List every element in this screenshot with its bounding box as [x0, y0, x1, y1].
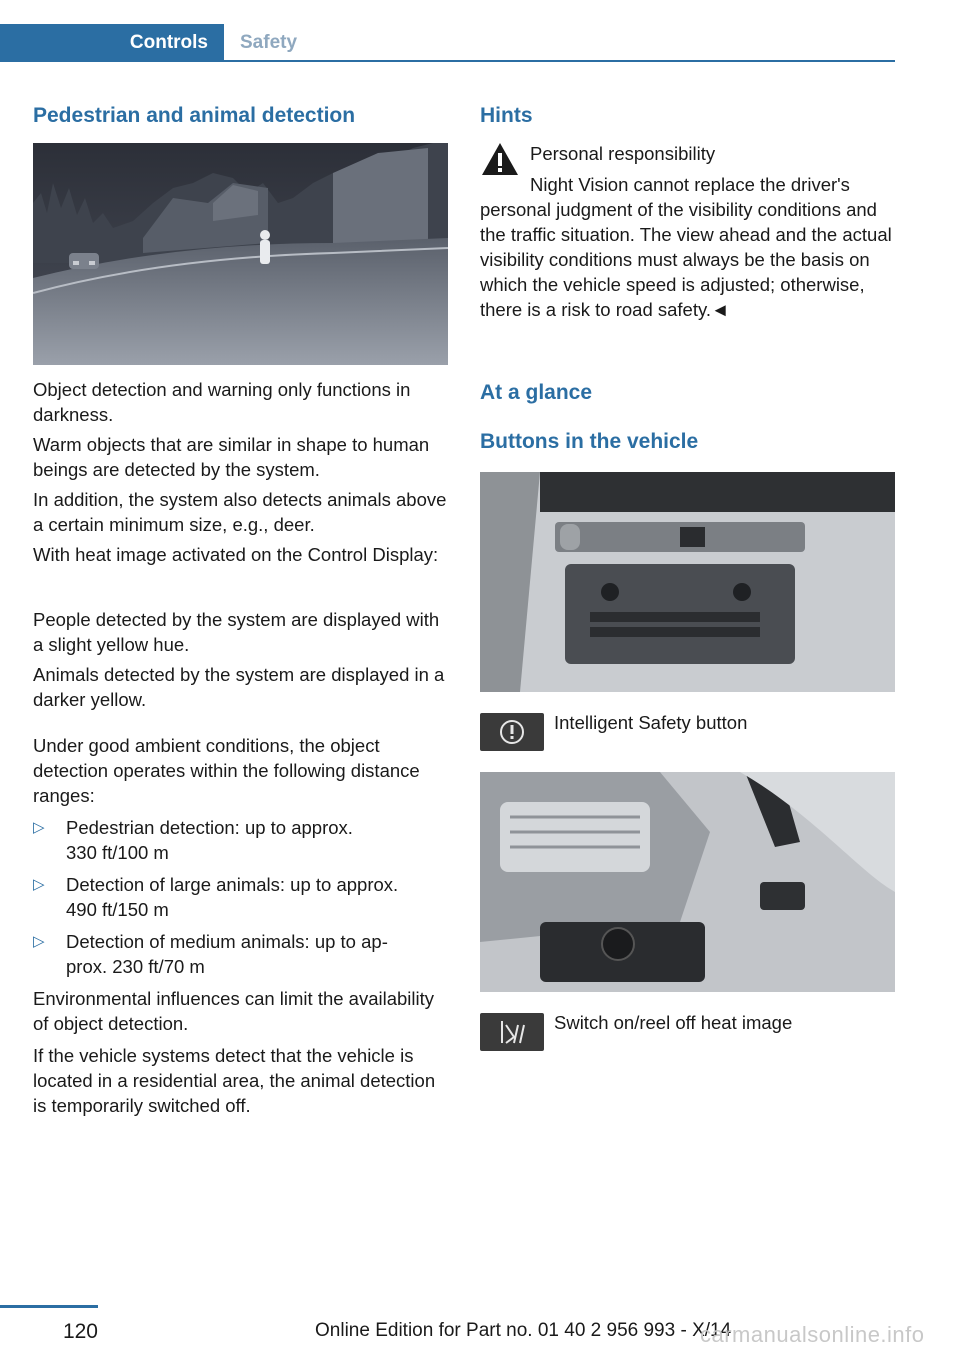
light-switch-image — [480, 772, 895, 992]
paragraph-residential: If the vehicle systems detect that the vehicle is located in a residential area, the animal detection is temporarily switched off. — [33, 1045, 436, 1116]
night-vision-image — [33, 143, 448, 365]
paragraph-darkness: Object detection and warning only functions in darkness. — [33, 379, 411, 425]
paragraph-environment: Environmental influences can limit the availability of object detection. — [33, 988, 435, 1034]
paragraph-warm-objects: Warm objects that are similar in shape to human beings are detected by the system. — [33, 434, 430, 480]
intelligent-safety-icon — [480, 713, 544, 751]
buttons-heading: Buttons in the vehicle — [480, 430, 699, 453]
watermark: carmanualsonline.info — [700, 1322, 925, 1347]
bullet-icon: ▷ — [33, 876, 45, 893]
intelligent-safety-label: Intelligent Safety button — [554, 712, 748, 733]
list-item-line1: Detection of medium animals: up to ap- — [66, 931, 388, 952]
page-header — [0, 0, 895, 62]
list-item-line2: prox. 230 ft/70 m — [66, 956, 205, 977]
dashboard-buttons-image — [480, 472, 895, 692]
list-item-line1: Detection of large animals: up to approx. — [66, 874, 399, 895]
section-heading-pedestrian: Pedestrian and animal detection — [33, 104, 356, 127]
header-rule — [0, 60, 895, 62]
tab-safety[interactable]: Safety — [240, 32, 298, 53]
heat-image-label: Switch on/reel off heat image — [554, 1012, 793, 1033]
at-a-glance-heading: At a glance — [480, 381, 593, 404]
warning-text: Night Vision cannot replace the driver's personal judgment of the visibility conditions and the traffic situation. The view ahead and the actual visibility conditions must always be the basis on which the vehicle speed is adjusted; otherwise, there is a risk to road safety.◄ — [480, 174, 892, 320]
hints-heading: Hints — [480, 104, 533, 127]
paragraph-people: People detected by the system are displayed with a slight yellow hue. — [33, 609, 440, 655]
list-item-line1: Pedestrian detection: up to approx. — [66, 817, 353, 838]
heat-image-icon — [480, 1013, 544, 1051]
paragraph-animals: In addition, the system also detects animals above a certain minimum size, e.g., deer. — [33, 489, 447, 535]
list-item-line2: 330 ft/100 m — [66, 842, 169, 863]
bullet-icon: ▷ — [33, 933, 45, 950]
list-item-line2: 490 ft/150 m — [66, 899, 169, 920]
warning-title: Personal responsibility — [530, 143, 716, 164]
bullet-icon: ▷ — [33, 819, 45, 836]
paragraph-heat-image: With heat image activated on the Control Display: — [33, 544, 439, 565]
page-number: 120 — [62, 1320, 98, 1343]
paragraph-animals-yellow: Animals detected by the system are displayed in a darker yellow. — [33, 664, 445, 710]
edition-text: Online Edition for Part no. 01 40 2 956 993 - X/14 — [315, 1320, 732, 1341]
tab-controls[interactable]: Controls — [0, 24, 224, 62]
paragraph-distance-ranges: Under good ambient conditions, the object detection operates within the following distance ranges: — [33, 735, 420, 806]
footer-rule — [0, 1305, 98, 1308]
